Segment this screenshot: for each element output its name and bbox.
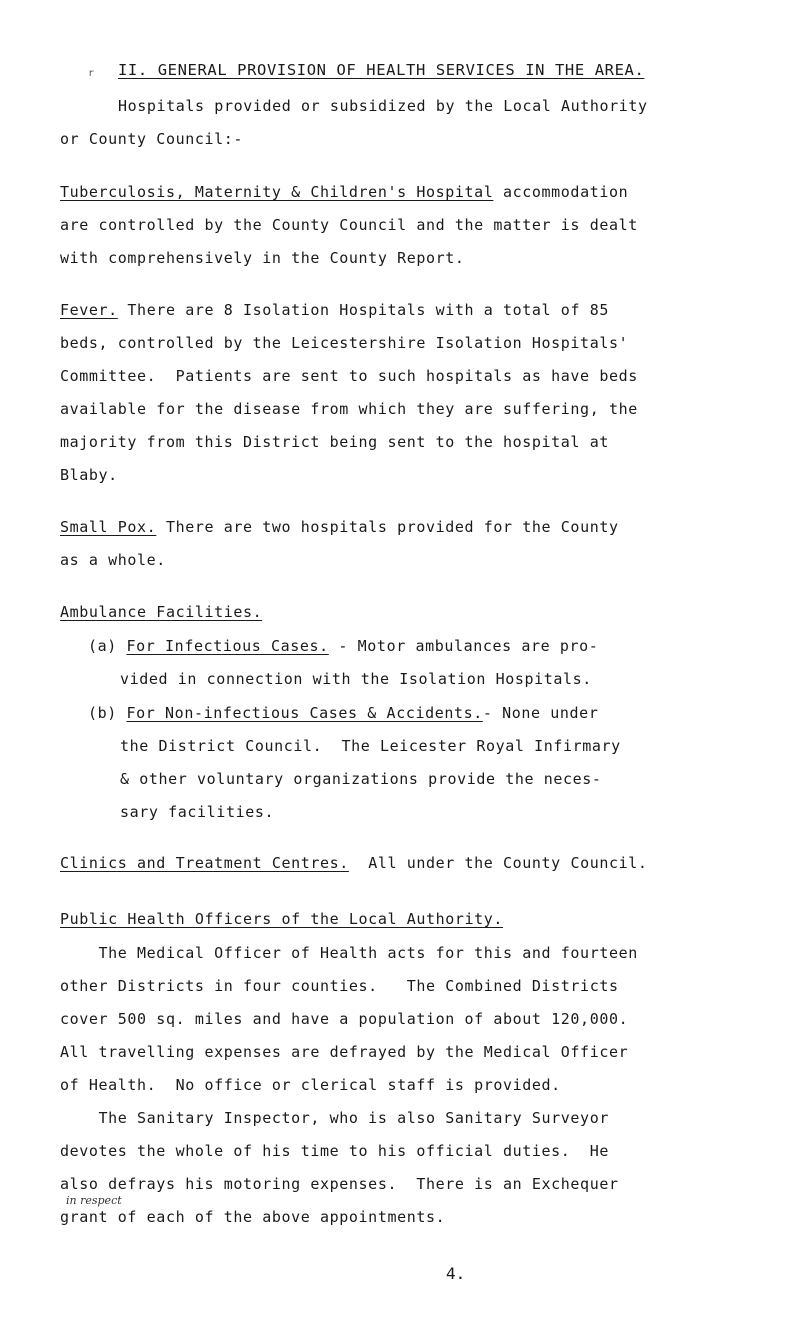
tuberculosis-heading: Tuberculosis, Maternity & Children's Hospital <box>60 183 494 201</box>
fever-line-5: majority from this District being sent to the hospital at <box>60 433 609 451</box>
officers-heading: Public Health Officers of the Local Authority. <box>60 910 504 928</box>
fever-text: There are 8 Isolation Hospitals with a total of 85 <box>117 301 609 319</box>
tuberculosis-line-3: with comprehensively in the County Report. <box>60 249 465 267</box>
officers-line-5: of Health. No office or clerical staff is provided. <box>60 1076 561 1094</box>
item-a-line-2: vided in connection with the Isolation Hospitals. <box>120 670 592 688</box>
officers-line-1: The Medical Officer of Health acts for this and fourteen <box>60 944 638 962</box>
page-number: 4. <box>446 1264 466 1283</box>
fever-line-6: Blaby. <box>60 466 118 484</box>
corner-mark: r <box>88 68 95 79</box>
tuberculosis-text: accommodation <box>493 183 629 201</box>
item-a-text: - Motor ambulances are pro- <box>328 637 599 655</box>
smallpox-heading: Small Pox. <box>60 518 157 536</box>
officers-line-7: devotes the whole of his time to his official duties. He <box>60 1142 609 1160</box>
fever-paragraph <box>60 301 609 319</box>
intro-line-1: Hospitals provided or subsidized by the Local Authority <box>118 97 648 115</box>
officers-line-3: cover 500 sq. miles and have a population of about 120,000. <box>60 1010 629 1028</box>
intro-line-2: or County Council:- <box>60 130 243 148</box>
officers-line-4: All travelling expenses are defrayed by the Medical Officer <box>60 1043 629 1061</box>
clinics-heading: Clinics and Treatment Centres. <box>60 854 349 872</box>
fever-line-3: Committee. Patients are sent to such hospitals as have beds <box>60 367 638 385</box>
fever-line-2: beds, controlled by the Leicestershire Isolation Hospitals' <box>60 334 629 352</box>
item-a-heading: For Infectious Cases. <box>126 637 329 655</box>
smallpox-paragraph <box>60 518 619 536</box>
item-b-heading: For Non-infectious Cases & Accidents. <box>126 704 483 722</box>
item-a-marker: (a) <box>88 637 127 655</box>
officers-line-9: grant of each of the above appointments. <box>60 1208 446 1226</box>
ambulance-heading: Ambulance Facilities. <box>60 603 263 621</box>
officers-line-2: other Districts in four counties. The Combined Districts <box>60 977 619 995</box>
ambulance-item-a <box>88 637 598 655</box>
ambulance-item-b <box>88 704 598 722</box>
smallpox-line-2: as a whole. <box>60 551 166 569</box>
fever-heading: Fever. <box>60 301 118 319</box>
clinics-text: All under the County Council. <box>348 854 648 872</box>
officers-line-8: also defrays his motoring expenses. There is an Exchequer <box>60 1175 619 1193</box>
section-title: II. GENERAL PROVISION OF HEALTH SERVICES IN THE AREA. <box>118 61 645 79</box>
item-b-text: - None under <box>482 704 599 722</box>
clinics-paragraph <box>60 854 648 872</box>
item-b-line-4: sary facilities. <box>120 803 275 821</box>
item-b-line-2: the District Council. The Leicester Royal Infirmary <box>120 737 621 755</box>
item-b-line-3: & other voluntary organizations provide the neces- <box>120 770 602 788</box>
tuberculosis-paragraph <box>60 183 628 201</box>
smallpox-text: There are two hospitals provided for the County <box>156 518 619 536</box>
officers-line-6: The Sanitary Inspector, who is also Sanitary Surveyor <box>60 1109 609 1127</box>
handwritten-insertion: in respect <box>66 1194 122 1207</box>
tuberculosis-line-2: are controlled by the County Council and the matter is dealt <box>60 216 638 234</box>
item-b-marker: (b) <box>88 704 127 722</box>
fever-line-4: available for the disease from which they are suffering, the <box>60 400 638 418</box>
